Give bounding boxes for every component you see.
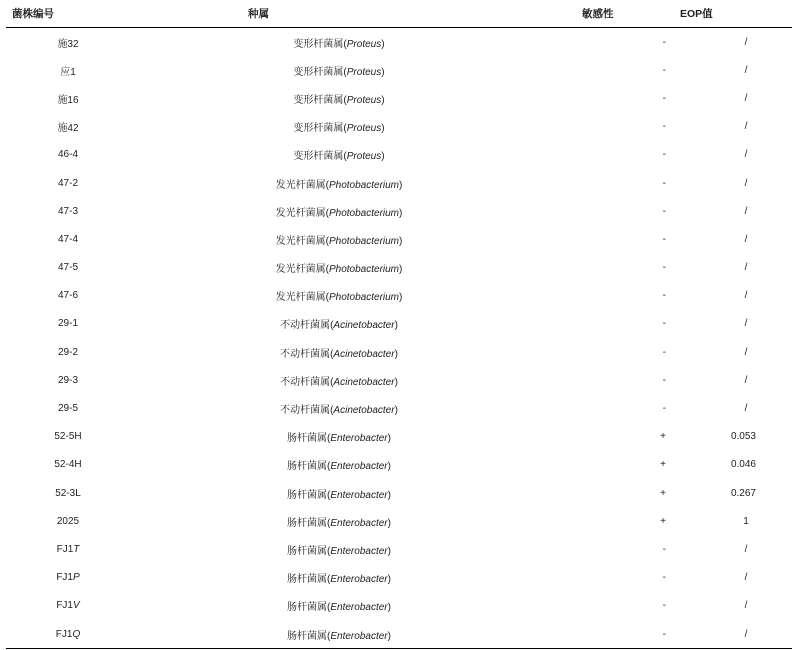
genus-paren-open: (: [330, 348, 334, 360]
cell-eop: [676, 56, 792, 84]
genus-latin: Proteus: [346, 151, 382, 163]
genus-paren-close: ): [381, 38, 385, 50]
cell-sensitivity: +: [660, 459, 666, 471]
cell-eop: [676, 254, 792, 282]
eop-value: /: [744, 64, 748, 76]
cell-eop: [676, 620, 792, 649]
cell-sensitivity: -: [662, 346, 666, 358]
eop-value: /: [744, 177, 748, 189]
strain-id: 29-5: [57, 403, 78, 415]
genus-paren-close: ): [387, 574, 391, 586]
genus-latin: Acinetobacter: [333, 376, 395, 388]
genus-latin: Photobacterium: [328, 207, 400, 219]
strain-suffix: Q: [72, 628, 81, 640]
table-row: [6, 310, 792, 338]
cell-sensitivity: -: [662, 36, 666, 48]
genus-paren-open: (: [325, 179, 329, 191]
genus-paren-open: (: [327, 574, 331, 586]
cell-eop: [676, 535, 792, 563]
eop-value: /: [744, 262, 748, 274]
cell-eop: [676, 282, 792, 310]
cell-genus: [130, 338, 548, 366]
genus-paren-open: (: [330, 320, 334, 332]
genus-paren-close: ): [381, 94, 385, 106]
eop-value: /: [744, 121, 748, 133]
genus-latin: Photobacterium: [328, 235, 400, 247]
strain-id: 29-1: [57, 318, 78, 330]
strain-id: 52-5H: [54, 431, 82, 443]
genus-paren-open: (: [325, 264, 329, 276]
eop-value: /: [744, 233, 748, 245]
cell-genus: [130, 479, 548, 507]
genus-chinese: 变形杆菌属: [293, 38, 344, 50]
genus-chinese: 发光杆菌属: [275, 207, 326, 219]
cell-sensitivity: -: [662, 374, 666, 386]
cell-strain: [6, 310, 130, 338]
eop-value: /: [744, 403, 748, 415]
cell-strain: [6, 366, 130, 394]
genus-paren-close: ): [387, 602, 391, 614]
eop-value: 0.046: [730, 459, 756, 471]
table-header: [6, 0, 792, 28]
cell-eop: [676, 479, 792, 507]
strain-id: 47-4: [57, 233, 78, 245]
genus-chinese: 发光杆菌属: [275, 292, 326, 304]
cell-sensitivity: -: [548, 620, 676, 649]
cell-genus: [130, 592, 548, 620]
genus-paren-open: (: [327, 545, 331, 557]
genus-paren-close: ): [381, 123, 385, 135]
genus-chinese: 肠杆菌属: [287, 433, 328, 445]
cell-strain: [6, 451, 130, 479]
genus-chinese: 肠杆菌属: [287, 489, 328, 501]
eop-value: 0.053: [730, 431, 756, 443]
table-row: [6, 282, 792, 310]
table-row: [6, 535, 792, 563]
genus-paren-open: (: [327, 433, 331, 445]
genus-paren-close: ): [399, 235, 403, 247]
table-row: [6, 451, 792, 479]
cell-strain: [6, 507, 130, 535]
cell-eop: [676, 28, 792, 57]
cell-eop: [676, 84, 792, 112]
cell-sensitivity: -: [662, 290, 666, 302]
eop-value: 1: [743, 515, 749, 527]
genus-latin: Enterobacter: [330, 545, 388, 557]
cell-sensitivity: -: [662, 318, 666, 330]
genus-paren-close: ): [387, 461, 391, 473]
table-row: [6, 254, 792, 282]
cell-strain: [6, 169, 130, 197]
table-row: [6, 507, 792, 535]
strain-id: 施32: [57, 38, 79, 50]
cell-genus: [130, 535, 548, 563]
genus-paren-open: (: [343, 123, 347, 135]
eop-value: /: [744, 374, 748, 386]
cell-sensitivity: +: [660, 487, 666, 499]
genus-chinese: 不动杆菌属: [280, 320, 331, 332]
genus-paren-close: ): [399, 179, 403, 191]
cell-genus: [130, 254, 548, 282]
cell-genus: [130, 169, 548, 197]
genus-paren-close: ): [387, 545, 391, 557]
cell-genus: [130, 423, 548, 451]
genus-latin: Acinetobacter: [333, 320, 395, 332]
genus-paren-close: ): [387, 517, 391, 529]
genus-paren-close: ): [399, 292, 403, 304]
strain-id: 施42: [57, 123, 79, 135]
genus-latin: Enterobacter: [330, 630, 388, 642]
strain-suffix: V: [73, 600, 80, 612]
cell-strain: [6, 592, 130, 620]
genus-latin: Proteus: [346, 123, 382, 135]
eop-value: /: [744, 36, 748, 48]
genus-paren-open: (: [327, 517, 331, 529]
cell-eop: [676, 507, 792, 535]
strain-id: 应1: [60, 66, 76, 78]
genus-chinese: 肠杆菌属: [287, 545, 328, 557]
genus-paren-close: ): [381, 151, 385, 163]
cell-genus: [130, 84, 548, 112]
genus-paren-open: (: [343, 151, 347, 163]
cell-eop: [676, 592, 792, 620]
eop-value: /: [744, 290, 748, 302]
table-row: [6, 141, 792, 169]
eop-value: /: [744, 628, 748, 640]
genus-latin: Proteus: [346, 66, 382, 78]
cell-genus: [130, 113, 548, 141]
eop-value: /: [744, 543, 748, 555]
cell-eop: [676, 564, 792, 592]
header-strain: 菌株编号: [6, 0, 130, 28]
genus-latin: Acinetobacter: [333, 348, 395, 360]
cell-strain: [6, 113, 130, 141]
cell-strain: [6, 141, 130, 169]
genus-chinese: 发光杆菌属: [275, 179, 326, 191]
strain-id: 29-2: [57, 346, 78, 358]
genus-latin: Enterobacter: [330, 461, 388, 473]
table-row: [6, 84, 792, 112]
genus-latin: Enterobacter: [330, 517, 388, 529]
cell-genus: [130, 225, 548, 253]
genus-chinese: 变形杆菌属: [293, 66, 344, 78]
cell-strain: [6, 479, 130, 507]
genus-chinese: 变形杆菌属: [293, 151, 344, 163]
cell-genus: [130, 366, 548, 394]
cell-sensitivity: -: [662, 543, 666, 555]
genus-paren-open: (: [327, 489, 331, 501]
cell-sensitivity: -: [662, 149, 666, 161]
cell-sensitivity: -: [662, 572, 666, 584]
genus-paren-open: (: [325, 235, 329, 247]
eop-value: 0.267: [730, 487, 756, 499]
genus-chinese: 变形杆菌属: [293, 94, 344, 106]
strain-suffix: T: [73, 543, 80, 555]
cell-sensitivity: -: [662, 205, 666, 217]
genus-chinese: 不动杆菌属: [280, 376, 331, 388]
eop-value: /: [744, 92, 748, 104]
cell-genus: [130, 197, 548, 225]
genus-paren-open: (: [330, 376, 334, 388]
strain-id: FJ1: [56, 543, 74, 555]
genus-paren-open: (: [325, 292, 329, 304]
header-eop: EOP值: [676, 0, 792, 28]
genus-paren-close: ): [399, 207, 403, 219]
genus-paren-close: ): [394, 320, 398, 332]
table-row: [6, 620, 792, 649]
genus-chinese: 肠杆菌属: [287, 602, 328, 614]
cell-strain: [6, 564, 130, 592]
cell-eop: [676, 451, 792, 479]
genus-chinese: 肠杆菌属: [287, 461, 328, 473]
genus-latin: Photobacterium: [328, 264, 400, 276]
genus-latin: Enterobacter: [330, 433, 388, 445]
genus-chinese: 肠杆菌属: [287, 574, 328, 586]
table-row: [6, 366, 792, 394]
cell-strain: [6, 338, 130, 366]
cell-sensitivity: -: [662, 64, 666, 76]
strain-id: 52-3L: [55, 487, 81, 499]
cell-genus: [130, 141, 548, 169]
cell-strain: [6, 535, 130, 563]
strain-id: 施16: [57, 94, 79, 106]
strain-id: FJ1: [56, 600, 73, 612]
table-row: [6, 479, 792, 507]
genus-latin: Photobacterium: [328, 292, 400, 304]
table-row: [6, 338, 792, 366]
cell-sensitivity: +: [660, 431, 666, 443]
cell-sensitivity: -: [662, 233, 666, 245]
genus-paren-open: (: [343, 38, 347, 50]
cell-eop: [676, 141, 792, 169]
genus-paren-close: ): [394, 405, 398, 417]
table-row: [6, 56, 792, 84]
table-body: [6, 28, 792, 649]
header-genus: 种属: [130, 0, 548, 28]
genus-latin: Enterobacter: [330, 602, 388, 614]
table-row: [6, 564, 792, 592]
strain-sensitivity-table: [6, 0, 792, 649]
genus-chinese: 肠杆菌属: [287, 630, 328, 642]
strain-id: FJ1: [55, 628, 73, 640]
genus-paren-open: (: [330, 405, 334, 417]
table-row: [6, 423, 792, 451]
cell-strain: [6, 282, 130, 310]
strain-id: 47-6: [57, 290, 78, 302]
cell-eop: [676, 225, 792, 253]
genus-paren-close: ): [394, 376, 398, 388]
genus-paren-open: (: [343, 66, 347, 78]
genus-chinese: 发光杆菌属: [275, 264, 326, 276]
header-sensitivity: 敏感性: [548, 0, 676, 28]
cell-eop: [676, 338, 792, 366]
genus-paren-open: (: [327, 630, 331, 642]
cell-sensitivity: -: [662, 403, 666, 415]
genus-latin: Enterobacter: [330, 574, 388, 586]
cell-genus: [130, 620, 548, 649]
table-row: [6, 28, 792, 57]
cell-strain: [6, 56, 130, 84]
table-row: [6, 394, 792, 422]
genus-latin: Enterobacter: [330, 489, 388, 501]
cell-sensitivity: +: [660, 515, 666, 527]
cell-strain: [6, 225, 130, 253]
strain-id: 47-5: [57, 262, 78, 274]
cell-strain: [6, 620, 130, 649]
header-row: [6, 0, 792, 28]
cell-strain: [6, 84, 130, 112]
genus-chinese: 变形杆菌属: [293, 123, 344, 135]
eop-value: /: [744, 572, 748, 584]
genus-paren-open: (: [325, 207, 329, 219]
eop-value: /: [744, 149, 748, 161]
genus-latin: Proteus: [346, 94, 382, 106]
strain-id: FJ1: [56, 572, 73, 584]
cell-sensitivity: -: [662, 92, 666, 104]
cell-eop: [676, 366, 792, 394]
genus-paren-close: ): [387, 433, 391, 445]
strain-suffix: P: [73, 572, 80, 584]
cell-eop: [676, 113, 792, 141]
cell-eop: [676, 310, 792, 338]
strain-id: 29-3: [57, 374, 78, 386]
cell-sensitivity: -: [662, 177, 666, 189]
cell-genus: [130, 282, 548, 310]
cell-genus: [130, 564, 548, 592]
cell-genus: [130, 56, 548, 84]
table-row: [6, 197, 792, 225]
genus-paren-close: ): [381, 66, 385, 78]
genus-latin: Photobacterium: [328, 179, 400, 191]
cell-genus: [130, 28, 548, 57]
cell-sensitivity: -: [662, 121, 666, 133]
strain-id: 46-4: [57, 149, 78, 161]
genus-paren-close: ): [387, 630, 391, 642]
genus-paren-open: (: [327, 461, 331, 473]
cell-eop: [676, 169, 792, 197]
genus-latin: Acinetobacter: [333, 405, 395, 417]
genus-chinese: 肠杆菌属: [287, 517, 328, 529]
cell-genus: [130, 507, 548, 535]
genus-chinese: 不动杆菌属: [280, 348, 331, 360]
strain-id: 2025: [56, 515, 80, 527]
cell-sensitivity: -: [662, 600, 666, 612]
genus-chinese: 不动杆菌属: [280, 405, 331, 417]
cell-strain: [6, 394, 130, 422]
eop-value: /: [744, 600, 748, 612]
strain-id: 52-4H: [54, 459, 82, 471]
table-row: [6, 225, 792, 253]
cell-genus: [130, 310, 548, 338]
genus-paren-open: (: [343, 94, 347, 106]
cell-eop: [676, 197, 792, 225]
table-row: [6, 592, 792, 620]
cell-eop: [676, 394, 792, 422]
genus-chinese: 发光杆菌属: [275, 235, 326, 247]
table-row: [6, 113, 792, 141]
strain-id: 47-3: [57, 205, 78, 217]
genus-latin: Proteus: [346, 38, 382, 50]
eop-value: /: [744, 318, 748, 330]
cell-genus: [130, 394, 548, 422]
cell-strain: [6, 28, 130, 57]
strain-id: 47-2: [57, 177, 78, 189]
genus-paren-close: ): [394, 348, 398, 360]
genus-paren-close: ): [399, 264, 403, 276]
cell-eop: [676, 423, 792, 451]
cell-strain: [6, 423, 130, 451]
table-row: [6, 169, 792, 197]
eop-value: /: [744, 205, 748, 217]
cell-genus: [130, 451, 548, 479]
eop-value: /: [744, 346, 748, 358]
cell-strain: [6, 254, 130, 282]
genus-paren-close: ): [387, 489, 391, 501]
genus-paren-open: (: [327, 602, 331, 614]
cell-sensitivity: -: [662, 262, 666, 274]
cell-strain: [6, 197, 130, 225]
